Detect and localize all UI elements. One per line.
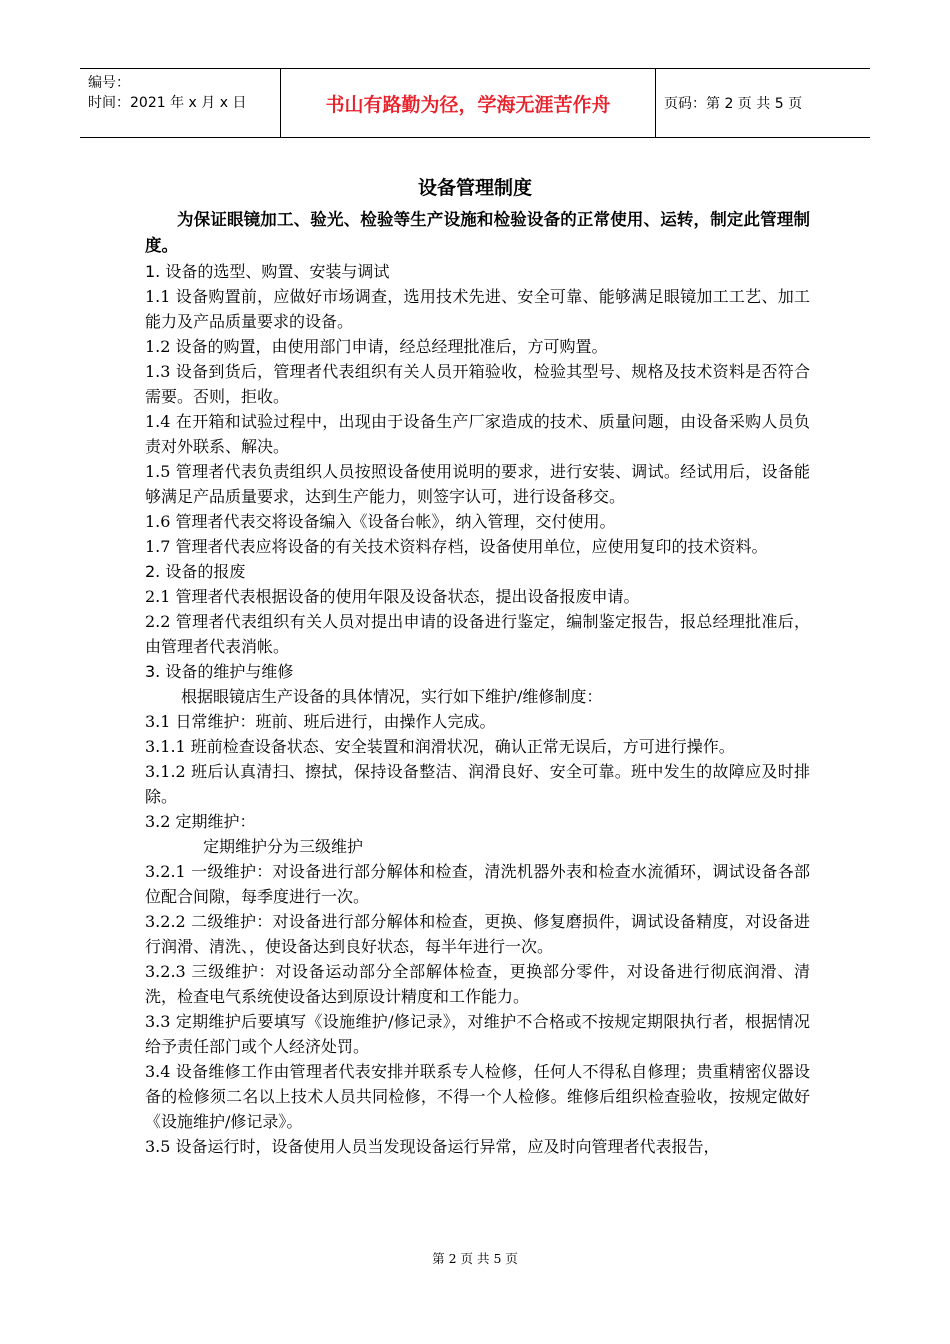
section-heading-3: 3. 设备的维护与维修 [145,662,294,681]
paragraph-1-2: 1.2 设备的购置，由使用部门申请，经总经理批准后，方可购置。 [145,337,608,356]
paragraph-1-7: 1.7 管理者代表应将设备的有关技术资料存档，设备使用单位，应使用复印的技术资料。 [145,537,768,556]
page-header [80,68,870,138]
paragraph-3-2-2: 3.2.2 二级维护：对设备进行部分解体和检查，更换、修复磨损件，调试设备精度，对设备进行润滑、清洗、，使设备达到良好状态，每半年进行一次。 [145,912,810,956]
section-heading-2: 2. 设备的报废 [145,562,246,581]
header-info-cell [80,69,281,137]
paragraph-3-2: 3.2 定期维护： [145,812,256,831]
paragraph-3-2-3: 3.2.3 三级维护：对设备运动部分全部解体检查，更换部分零件，对设备进行彻底润滑、清洗，检查电气系统使设备达到原设计精度和工作能力。 [145,962,810,1006]
paragraph-3-intro: 根据眼镜店生产设备的具体情况，实行如下维护/维修制度： [181,687,603,706]
paragraph-3-4: 3.4 设备维修工作由管理者代表安排并联系专人检修，任何人不得私自修理；贵重精密仪器设备的检修须二名以上技术人员共同检修，不得一个人检修。维修后组织检查验收，按规定做好《设施维护/修记录》。 [145,1062,810,1131]
header-page-label: 页码：第 2 页 共 5 页 [664,96,803,112]
header-number-label: 编号： [88,75,130,91]
paragraph-3-2-1: 3.2.1 一级维护：对设备进行部分解体和检查，清洗机器外表和检查水流循环，调试设备各部位配合间隙，每季度进行一次。 [145,862,810,906]
page-footer: 第 2 页 共 5 页 [432,1251,518,1266]
paragraph-3-1-2: 3.1.2 班后认真清扫、擦拭，保持设备整洁、润滑良好、安全可靠。班中发生的故障应及时排除。 [145,762,810,806]
intro-paragraph: 为保证眼镜加工、验光、检验等生产设施和检验设备的正常使用、运转，制定此管理制度。 [145,210,810,255]
paragraph-3-5: 3.5 设备运行时，设备使用人员当发现设备运行异常，应及时向管理者代表报告， [145,1137,720,1156]
paragraph-3-2-intro: 定期维护分为三级维护 [203,837,364,856]
paragraph-3-1-1: 3.1.1 班前检查设备状态、安全装置和润滑状况，确认正常无误后，方可进行操作。 [145,737,735,756]
paragraph-1-1: 1.1 设备购置前，应做好市场调查，选用技术先进、安全可靠、能够满足眼镜加工工艺、加工能力及产品质量要求的设备。 [145,287,810,331]
document-title: 设备管理制度 [417,177,532,199]
paragraph-1-6: 1.6 管理者代表交将设备编入《设备台帐》，纳入管理，交付使用。 [145,512,616,531]
paragraph-3-1: 3.1 日常维护：班前、班后进行，由操作人完成。 [145,712,496,731]
document-body [145,207,810,1159]
paragraph-3-3: 3.3 定期维护后要填写《设施维护/修记录》，对维护不合格或不按规定期限执行者，根据情况给予责任部门或个人经济处罚。 [145,1012,810,1056]
paragraph-1-4: 1.4 在开箱和试验过程中，出现由于设备生产厂家造成的技术、质量问题，由设备采购人员负责对外联系、解决。 [145,412,810,456]
header-time-label: 时间：2021 年 x 月 x 日 [88,95,247,111]
paragraph-1-3: 1.3 设备到货后，管理者代表组织有关人员开箱验收，检验其型号、规格及技术资料是否符合需要。否则，拒收。 [145,362,810,406]
header-motto: 书山有路勤为径，学海无涯苦作舟 [281,69,656,137]
paragraph-1-5: 1.5 管理者代表负责组织人员按照设备使用说明的要求，进行安装、调试。经试用后，设备能够满足产品质量要求，达到生产能力，则签字认可，进行设备移交。 [145,462,810,506]
paragraph-2-2: 2.2 管理者代表组织有关人员对提出申请的设备进行鉴定，编制鉴定报告，报总经理批准后，由管理者代表消帐。 [145,612,810,656]
section-heading-1: 1. 设备的选型、购置、安装与调试 [145,262,390,281]
paragraph-2-1: 2.1 管理者代表根据设备的使用年限及设备状态，提出设备报废申请。 [145,587,640,606]
